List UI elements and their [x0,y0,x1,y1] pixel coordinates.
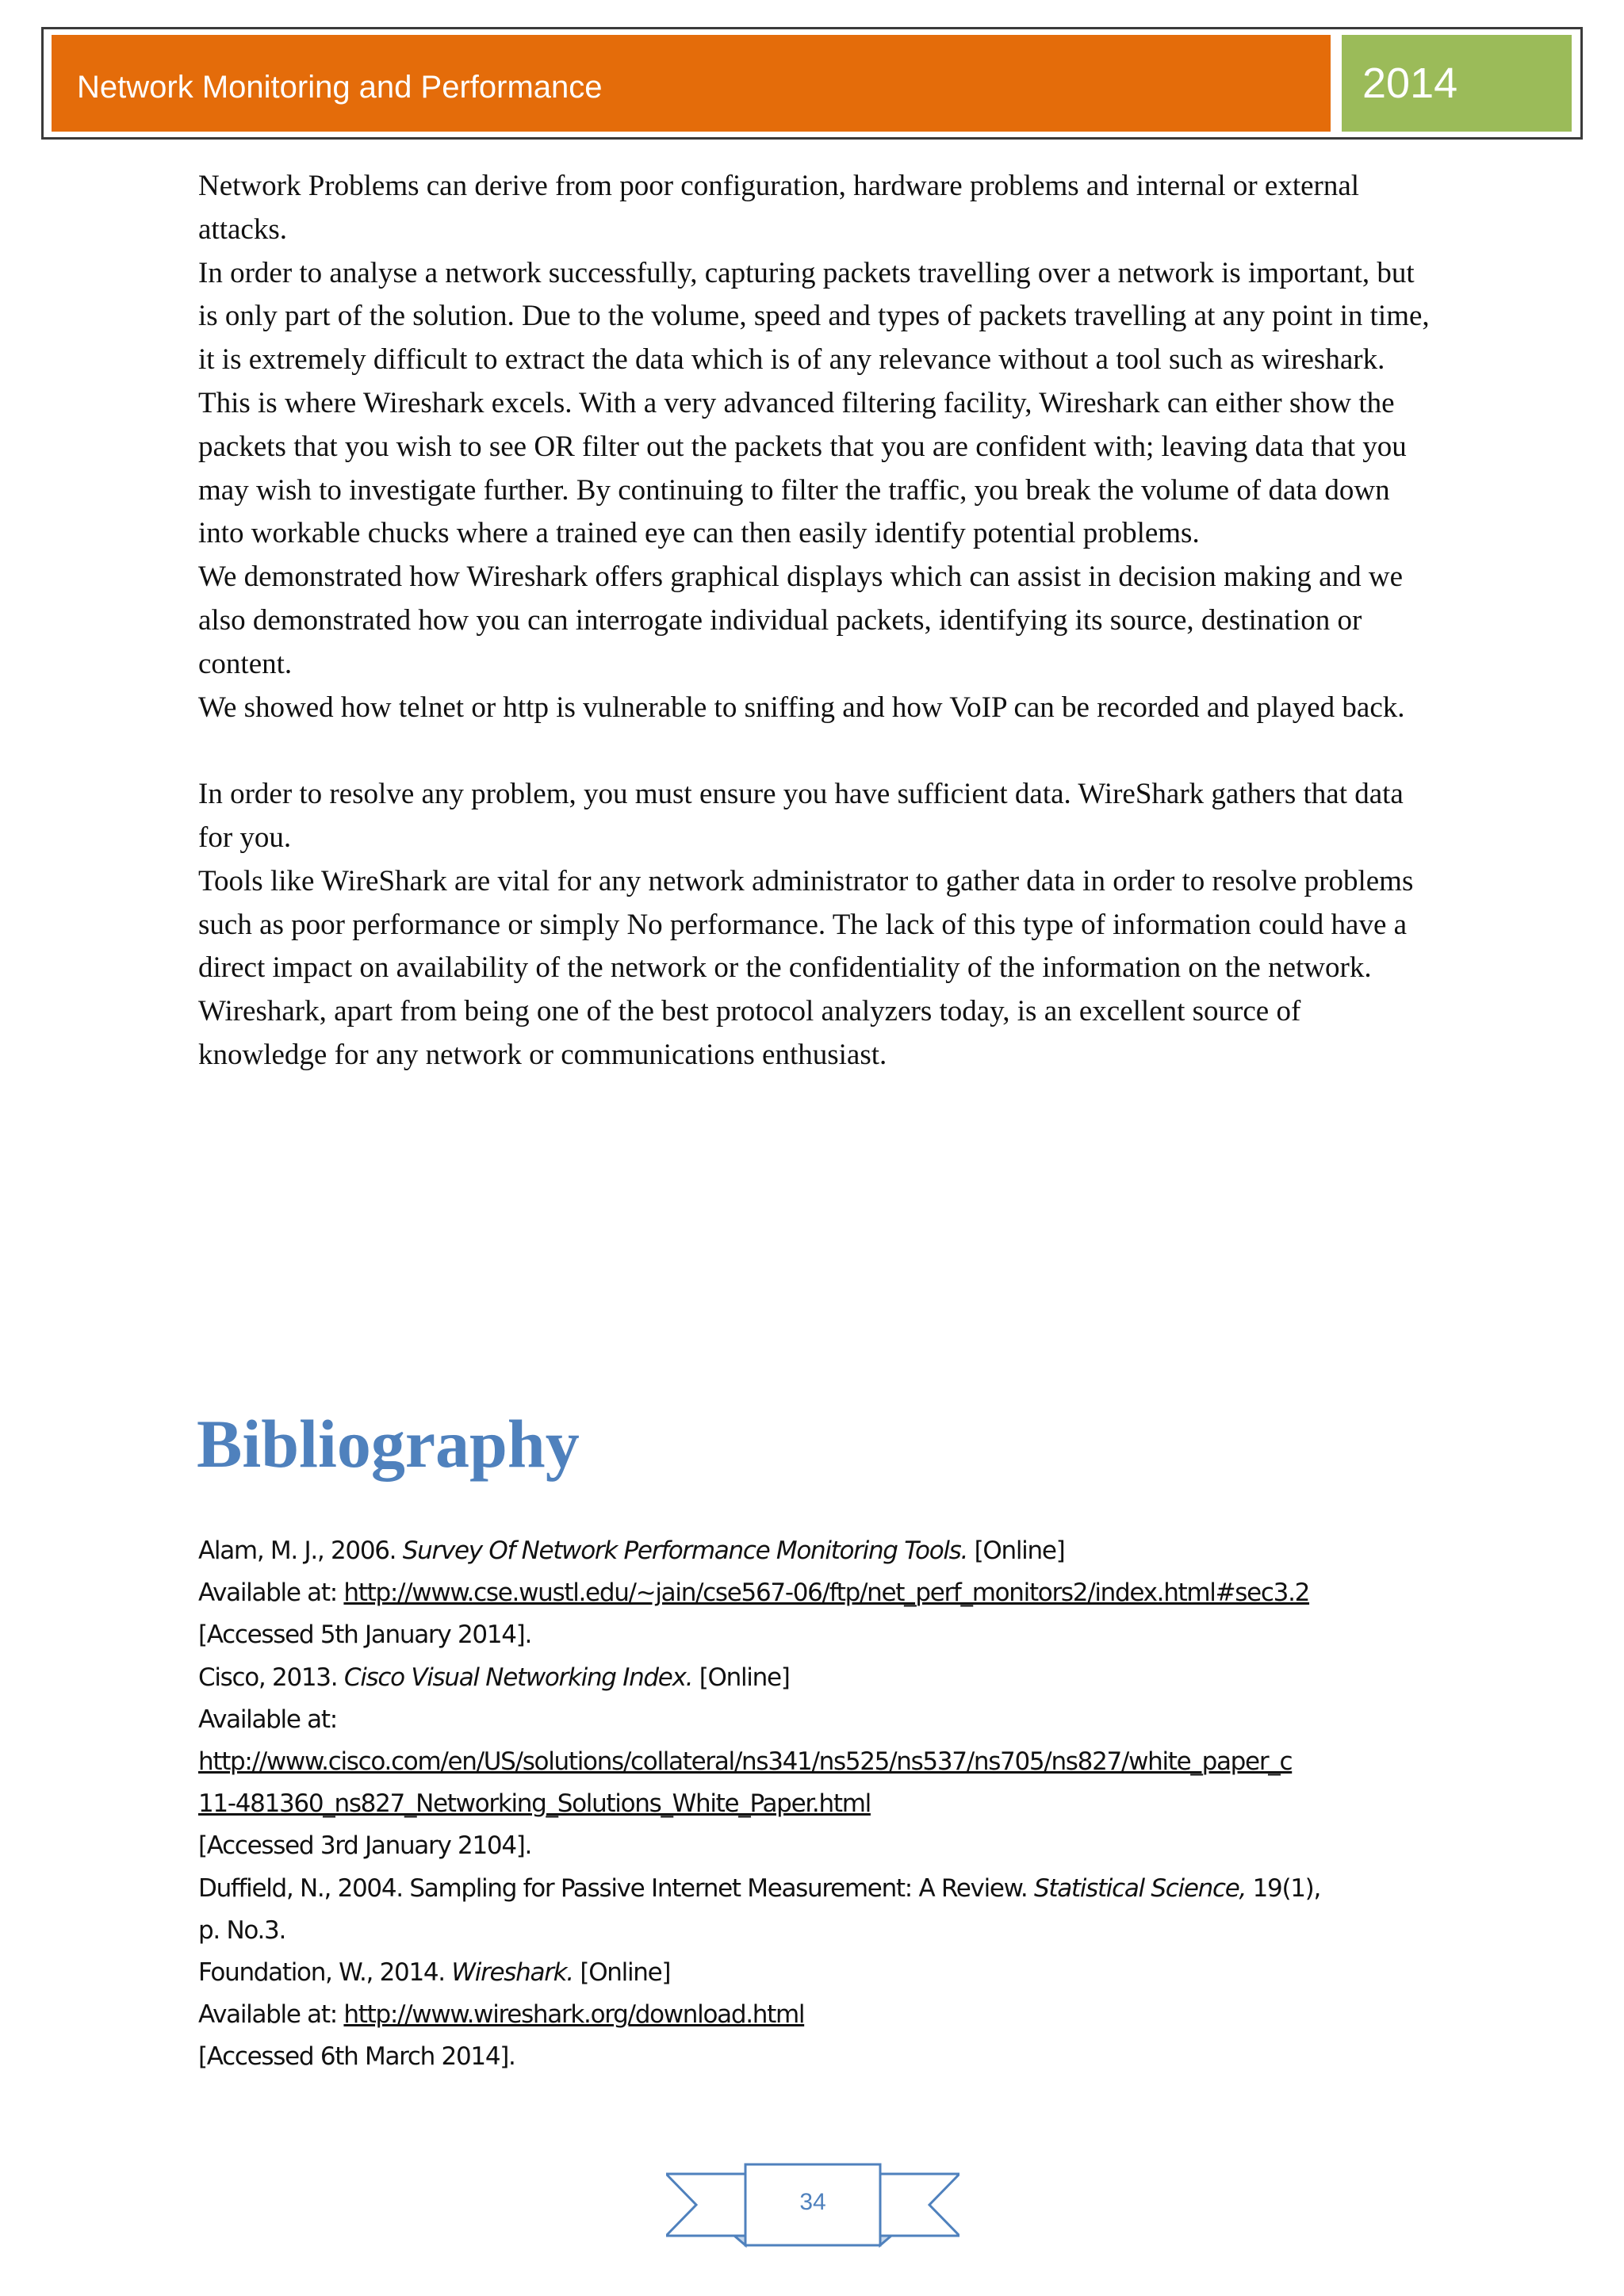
bib-suffix: [Online] [573,1958,671,1988]
bib-pages: p. No.3. [198,1915,286,1945]
paragraph: We showed how telnet or http is vulnerable to sniffing and how VoIP can be recorded and played back. [198,691,1405,724]
paragraph: In order to analyse a network successfully, capturing packets travelling over a network is important, but is only part of the solution. Due to the volume, speed and types of packets travelling at any point in time, it is extremely difficult to extract the data which is of any relevance without a tool such as wireshark. [198,256,1430,377]
paragraph: Tools like WireShark are vital for any network administrator to gather data in order to resolve problems such as poor performance or simply No performance. The lack of this type of information could have a direct impact on availability of the network or the confidentiality of the information on the network. [198,864,1414,985]
header-year-box [1342,35,1572,132]
header-year: 2014 [1362,59,1458,107]
paragraph: Wireshark, apart from being one of the best protocol analyzers today, is an excellent source of knowledge for any network or communications enthusiast. [198,995,1301,1071]
bib-link[interactable]: http://www.cisco.com/en/US/solutions/collateral/ns341/ns525/ns537/ns705/ns827/white_paper_c [198,1747,1293,1777]
bib-entry-line [198,1783,1483,1825]
bib-entry-line [198,1741,1483,1783]
bib-entry-line [198,1952,1483,1994]
paragraph: This is where Wireshark excels. With a very advanced filtering facility, Wireshark can either show the packets that you wish to see OR filter out the packets that you are confident with; leaving data that you may wish to investigate further. By continuing to filter the traffic, you break the volume of data down into workable chucks where a trained eye can then easily identify potential problems. [198,386,1407,550]
bibliography-list [198,1530,1483,2079]
bib-accessed: [Accessed 3rd January 2104]. [198,1831,532,1861]
bib-work-title: Cisco Visual Networking Index. [343,1663,693,1692]
bib-link[interactable]: http://www.wireshark.org/download.html [343,2000,805,2030]
bib-citation: Duffield, N., 2004. Sampling for Passive Internet Measurement: A Review. [198,1873,1034,1903]
bib-suffix: 19(1), [1246,1873,1321,1903]
header-title-bar [52,35,1331,132]
bibliography-heading: Bibliography [197,1406,580,1482]
header-title: Network Monitoring and Performance [77,69,603,105]
paragraph: In order to resolve any problem, you must ensure you have sufficient data. WireShark gathers that data for you. [198,778,1404,854]
page-footer [666,2160,959,2263]
page-number: 34 [799,2189,826,2215]
bib-suffix: [Online] [692,1663,790,1692]
bib-entry-line [198,1868,1483,1910]
bib-entry-line [198,1530,1483,1572]
page-header [41,27,1583,140]
bib-available-label: Available at: [198,2000,344,2030]
bib-entry-line [198,1994,1483,2036]
conclusion-text [198,165,1435,1077]
paragraph: Network Problems can derive from poor configuration, hardware problems and internal or external attacks. [198,170,1360,246]
bib-available-label: Available at: [198,1578,344,1608]
bib-suffix: [Online] [967,1536,1065,1565]
bib-available-label: Available at: [198,1705,337,1734]
bib-citation: Foundation, W., 2014. [198,1958,452,1988]
paragraph: We demonstrated how Wireshark offers graphical displays which can assist in decision making and we also demonstrated how you can interrogate individual packets, identifying its source, destination or content. [198,561,1403,680]
bib-link-continued[interactable]: 11-481360_ns827_Networking_Solutions_White_Paper.html [198,1789,871,1819]
bib-citation: Cisco, 2013. [198,1663,344,1692]
bib-accessed: [Accessed 6th March 2014]. [198,2042,515,2072]
bib-entry-line [198,1572,1483,1614]
bib-citation: Alam, M. J., 2006. [198,1536,403,1565]
bib-journal: Statistical Science, [1034,1873,1247,1903]
bib-accessed: [Accessed 5th January 2014]. [198,1621,532,1650]
bib-link[interactable]: http://www.cse.wustl.edu/~jain/cse567-06/ftp/net_perf_monitors2/index.html#sec3.2 [343,1578,1310,1608]
bib-entry-line [198,1657,1483,1699]
bib-work-title: Wireshark. [451,1958,573,1988]
bib-work-title: Survey Of Network Performance Monitoring Tools. [402,1536,968,1565]
